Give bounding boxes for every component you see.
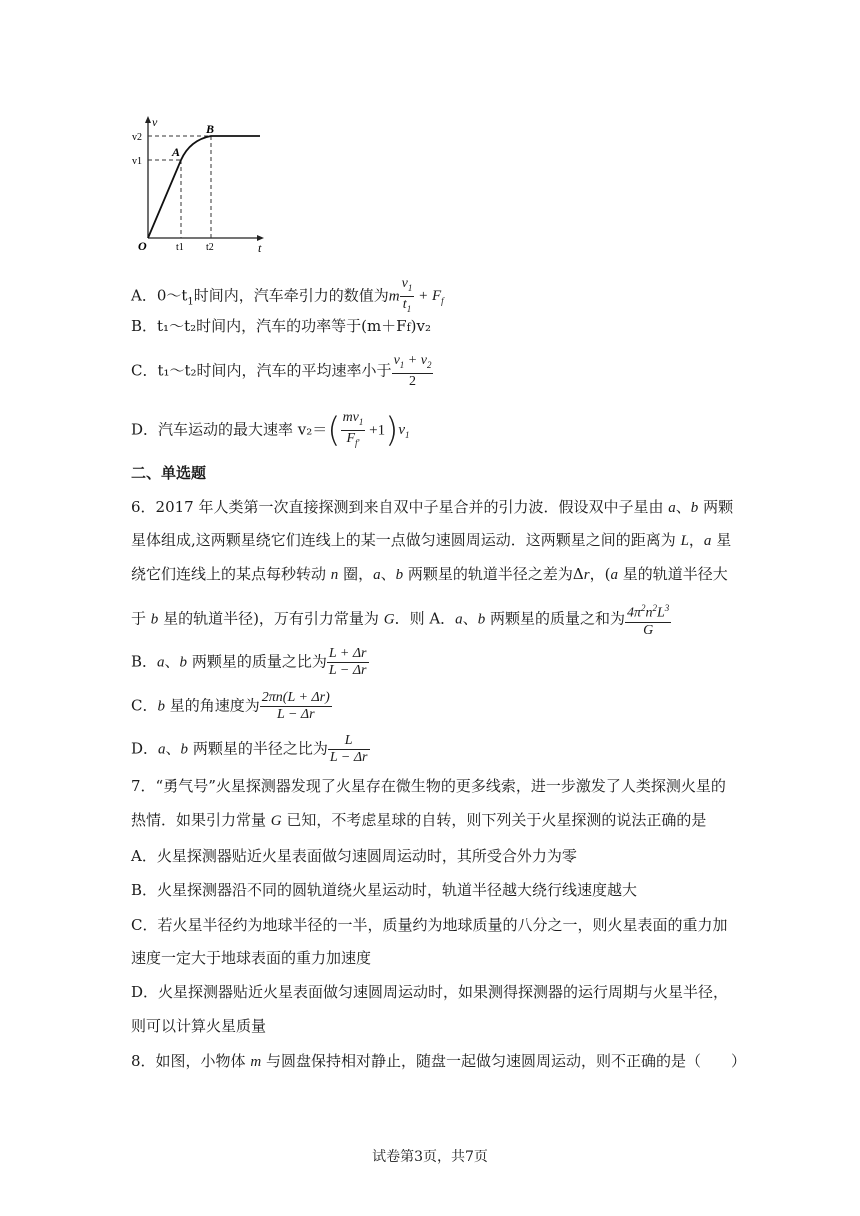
q6-option-b: B．a、b 两颗星的质量之比为 $\frac{L + \Delta r}{L - \Delta r}$ [131,646,367,678]
q7-option-b: B．火星探测器沿不同的圆轨道绕火星运动时，轨道半径越大绕行线速度越大 [131,881,638,899]
q5-option-d: D．汽车运动的最大速率 v₂＝( $\frac{mv_1}{F_{f'}}$ $+1)v_1$ [131,410,410,451]
q7-option-d-line-2: 则可以计算火星质量 [131,1017,267,1035]
q7-option-c-line-1: C．若火星半径约为地球半径的一半，质量约为地球质量的八分之一，则火星表面的重力加 [131,916,728,934]
q6-option-c: C．b 星的角速度为 $\frac{2\pi n(L + \Delta r)}{L - \Delta r}$ [131,690,330,722]
q6-line-2: 星体组成,这两颗星绕它们连线上的某一点做匀速圆周运动．这两颗星之间的距离为 L，a 星 [131,531,732,549]
point-a-label: A [172,145,181,159]
q5-option-b: B．t₁～t₂时间内，汽车的功率等于(m＋Ff)v₂ [131,317,432,335]
y-axis-label: v [152,115,158,129]
q8-line-1: 8．如图，小物体 m 与圆盘保持相对静止，随盘一起做匀速圆周运动，则不正确的是（ ） [131,1052,746,1070]
origin-label: O [138,239,147,253]
t2-label: t2 [206,242,214,253]
v1-label: v1 [132,156,142,167]
q5-option-a: A．$0\sim t_1$时间内，汽车牵引力的数值为m $\frac{v_1}{t_1}$ + $F_f$ [131,276,444,314]
q6-line-4: 于 b 星的轨道半径)，万有引力常量为 G．则 A．a、b 两颗星的质量之和为 $\frac{4\pi^2n^2L^3}{G}$ [131,600,671,639]
x-axis-label: t [258,241,262,254]
q7-option-a: A．火星探测器贴近火星表面做匀速圆周运动时，其所受合外力为零 [131,847,577,865]
q6-line-1: 6．2017 年人类第一次直接探测到来自双中子星合并的引力波．假设双中子星由 a、b 两颗 [131,498,734,516]
section-title: 二、单选题 [131,464,207,482]
q6-line-3: 绕它们连线上的某点每秒转动 n 圈，a、b 两颗星的轨道半径之差为Δr，(a 星的轨道半径大 [131,565,728,583]
q7-option-d-line-1: D．火星探测器贴近火星表面做匀速圆周运动时，如果测得探测器的运行周期与火星半径， [131,983,729,1001]
q7-option-c-line-2: 速度一定大于地球表面的重力加速度 [131,949,372,967]
page-footer: 试卷第3页，共7页 [372,1149,488,1165]
t1-label: t1 [176,242,184,253]
q7-line-2: 热情．如果引力常量 G 已知，不考虑星球的自转，则下列关于火星探测的说法正确的是 [131,811,707,829]
q5-option-c: C．t₁～t₂时间内，汽车的平均速率小于 $\frac{v_1 + v_2}{2}$ [131,353,432,389]
q6-option-d: D．a、b 两颗星的半径之比为 $\frac{L}{L - \Delta r}$ [131,733,368,765]
velocity-time-graph [128,112,278,254]
q7-line-1: 7．“勇气号”火星探测器发现了火星存在微生物的更多线索，进一步激发了人类探测火星的 [131,777,726,795]
v2-label: v2 [132,132,142,143]
point-b-label: B [206,122,215,136]
